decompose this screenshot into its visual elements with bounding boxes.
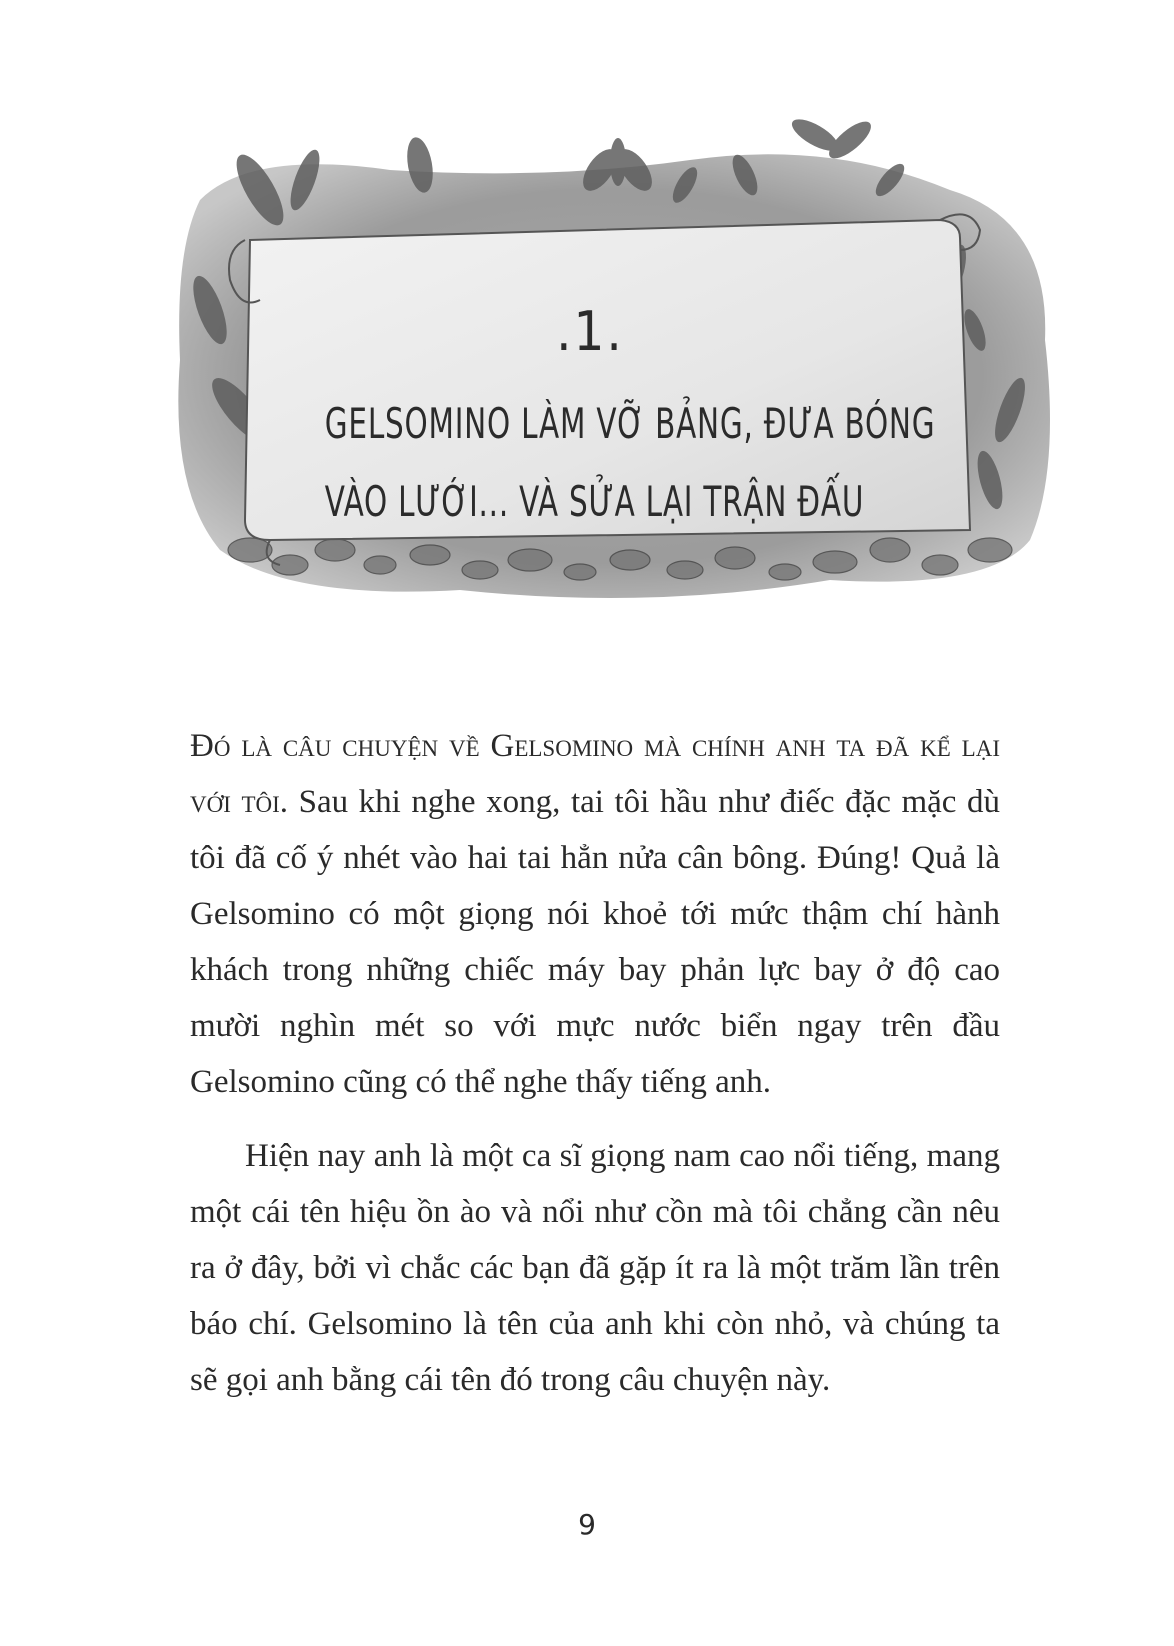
chapter-title-line-2: VÀO LƯỚI... VÀ SỬA LẠI TRẬN ĐẤU [324, 477, 865, 526]
chapter-banner [250, 300, 936, 541]
page-number: 9 [578, 1508, 596, 1541]
chapter-body [190, 718, 1000, 1408]
chapter-number: .1. [556, 300, 624, 363]
paragraph-1 [190, 718, 1000, 1110]
opening-smallcaps: Đó là câu chuyện về Gelsomino mà chính anh ta đã kể lại với tôi. [190, 728, 1000, 820]
chapter-title-line-1: GELSOMINO LÀM VỠ BẢNG, ĐƯA BÓNG [324, 399, 936, 448]
paragraph-1-text: Sau khi nghe xong, tai tôi hầu như điếc đặc mặc dù tôi đã cố ý nhét vào hai tai hẳn nửa cân bông. Đúng! Quả là Gelsomino có một giọng nói khoẻ tới mức thậm chí hành khách trong những chiếc máy bay phản lực bay ở độ cao mười nghìn mét so với mực nước biển ngay trên đầu Gelsomino cũng có thể nghe thấy tiếng anh. [190, 784, 1001, 1100]
paragraph-2: Hiện nay anh là một ca sĩ giọng nam cao nổi tiếng, mang một cái tên hiệu ồn ào và nổi như cồn mà tôi chẳng cần nêu ra ở đây, bởi vì chắc các bạn đã gặp ít ra là một trăm lần trên báo chí. Gelsomino là tên của anh khi còn nhỏ, và chúng ta sẽ gọi anh bằng cái tên đó trong câu chuyện này. [190, 1138, 1000, 1398]
